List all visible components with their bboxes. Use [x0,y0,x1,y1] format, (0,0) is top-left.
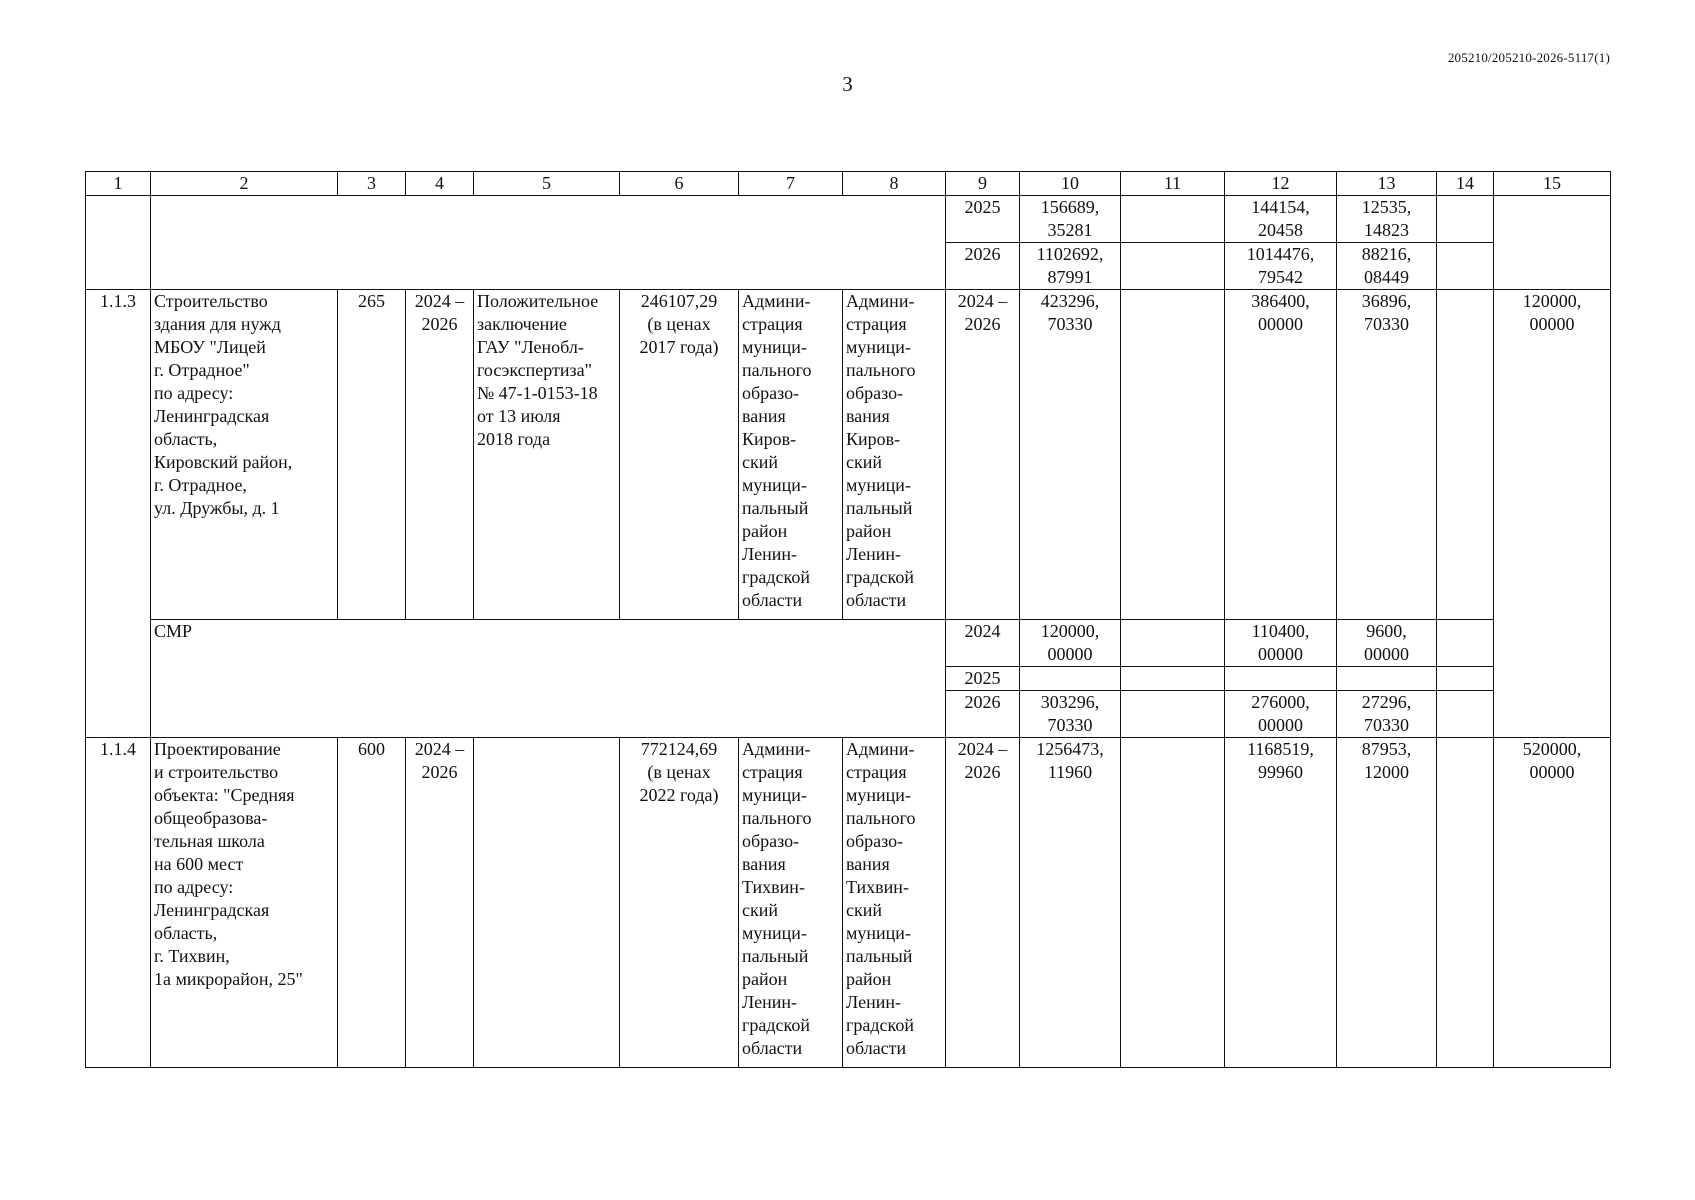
column-header: 15 [1494,172,1611,196]
item-number: 1.1.3 [86,290,151,738]
amount-cell: 120000, 00000 [1494,290,1611,738]
customer-cell: Админи- страция муници- пального образо- вания Тихвин- ский муници- пальный район Ленин- градской области [739,738,843,1068]
column-header: 1 [86,172,151,196]
amount-cell: 1014476, 79542 [1225,243,1337,290]
amount-cell: 9600, 00000 [1337,620,1437,667]
table-row [86,196,1611,243]
amount-cell [1121,738,1225,1068]
year-cell: 2026 [946,691,1020,738]
column-header: 7 [739,172,843,196]
amount-cell [1225,667,1337,691]
column-header: 6 [620,172,739,196]
amount-total-cell: 156689, 35281 [1020,196,1121,243]
amount-cell: 144154, 20458 [1225,196,1337,243]
amount-total-cell: 1256473, 11960 [1020,738,1121,1068]
amount-cell: 12535, 14823 [1337,196,1437,243]
empty-cell [1494,196,1611,290]
year-cell: 2026 [946,243,1020,290]
amount-cell [1437,243,1494,290]
cost-cell: 772124,69 (в ценах 2022 года) [620,738,739,1068]
amount-cell: 27296, 70330 [1337,691,1437,738]
column-header: 4 [406,172,474,196]
column-header: 14 [1437,172,1494,196]
table-row [86,290,1611,620]
amount-total-cell: 423296, 70330 [1020,290,1121,620]
item-number: 1.1.4 [86,738,151,1068]
amount-total-cell: 120000, 00000 [1020,620,1121,667]
column-header-row [86,172,1611,196]
amount-total-cell [1020,667,1121,691]
amount-cell [1437,691,1494,738]
object-name: Строительство здания для нужд МБОУ "Лицей г. Отрадное" по адресу: Ленинградская область, Кировский район, г. Отрадное, ул. Дружбы, д. 1 [151,290,338,620]
amount-cell [1121,667,1225,691]
expertise-cell [474,738,620,1068]
smr-label: СМР [151,620,946,738]
period-cell: 2024 – 2026 [406,738,474,1068]
column-header: 10 [1020,172,1121,196]
table-row [86,738,1611,1068]
column-header: 11 [1121,172,1225,196]
customer-cell: Админи- страция муници- пального образо- вания Киров- ский муници- пальный район Ленин- градской области [739,290,843,620]
amount-total-cell: 1102692, 87991 [1020,243,1121,290]
amount-cell [1437,290,1494,620]
developer-cell: Админи- страция муници- пального образо- вания Киров- ский муници- пальный район Ленин- градской области [843,290,946,620]
developer-cell: Админи- страция муници- пального образо- вания Тихвин- ский муници- пальный район Ленин- градской области [843,738,946,1068]
amount-cell: 110400, 00000 [1225,620,1337,667]
expertise-cell: Положительное заключение ГАУ "Ленобл- госэкспертиза" № 47-1-0153-18 от 13 июля 2018 года [474,290,620,620]
budget-table [85,171,1611,1068]
amount-cell: 87953, 12000 [1337,738,1437,1068]
amount-cell: 386400, 00000 [1225,290,1337,620]
period-cell: 2024 – 2026 [406,290,474,620]
amount-cell: 36896, 70330 [1337,290,1437,620]
amount-cell: 1168519, 99960 [1225,738,1337,1068]
amount-cell [1121,243,1225,290]
column-header: 12 [1225,172,1337,196]
amount-total-cell: 303296, 70330 [1020,691,1121,738]
amount-cell [1121,290,1225,620]
amount-cell [1121,196,1225,243]
amount-cell [1437,196,1494,243]
amount-cell [1437,738,1494,1068]
amount-cell [1121,620,1225,667]
amount-cell: 520000, 00000 [1494,738,1611,1068]
document-id: 205210/205210-2026-5117(1) [1447,50,1610,65]
capacity-cell: 265 [338,290,406,620]
amount-cell [1337,667,1437,691]
amount-cell: 276000, 00000 [1225,691,1337,738]
year-cell: 2024 [946,620,1020,667]
column-header: 5 [474,172,620,196]
year-cell: 2024 – 2026 [946,290,1020,620]
column-header: 8 [843,172,946,196]
object-name: Проектирование и строительство объекта: "Средняя общеобразова- тельная школа на 600 мест по адресу: Ленинградская область, г. Тихвин, 1а микрорайон, 25" [151,738,338,1068]
year-cell: 2025 [946,667,1020,691]
column-header: 3 [338,172,406,196]
empty-cell [86,196,151,290]
amount-cell [1437,620,1494,667]
amount-cell [1121,691,1225,738]
column-header: 2 [151,172,338,196]
page-number: 3 [842,72,853,96]
table-row [86,620,1611,667]
empty-cell [151,196,946,290]
amount-cell: 88216, 08449 [1337,243,1437,290]
cost-cell: 246107,29 (в ценах 2017 года) [620,290,739,620]
year-cell: 2024 – 2026 [946,738,1020,1068]
year-cell: 2025 [946,196,1020,243]
column-header: 13 [1337,172,1437,196]
amount-cell [1437,667,1494,691]
capacity-cell: 600 [338,738,406,1068]
column-header: 9 [946,172,1020,196]
